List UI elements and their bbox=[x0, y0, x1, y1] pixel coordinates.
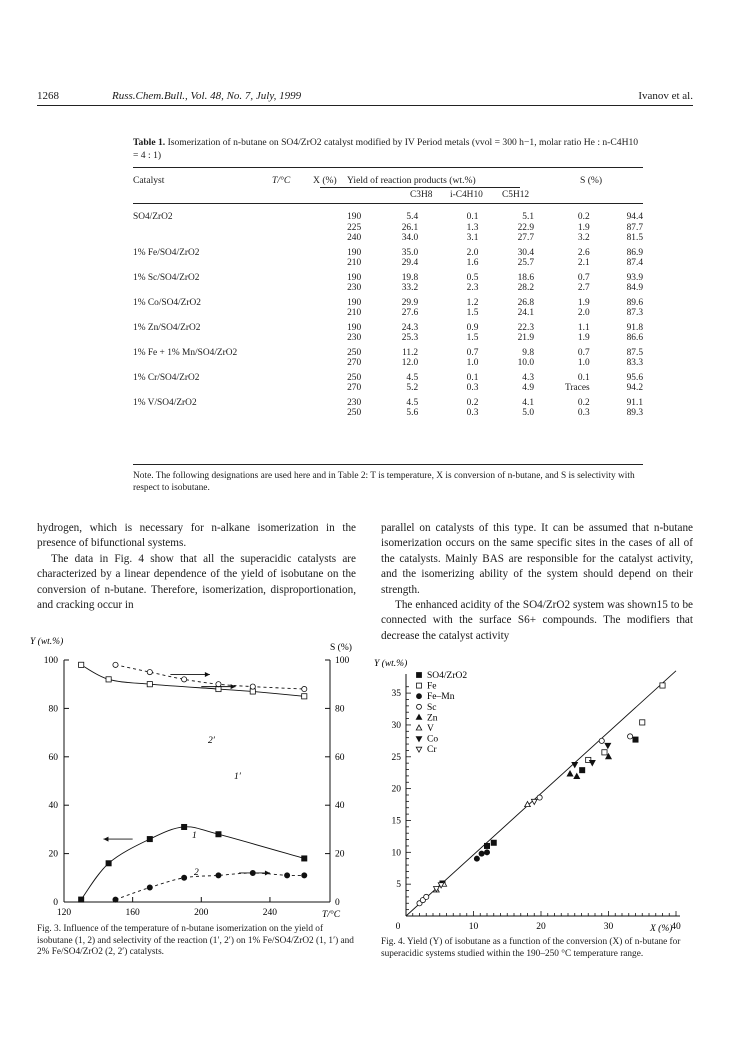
table-cell: 87.5 bbox=[626, 347, 643, 358]
table-cell: 22.3 bbox=[517, 322, 535, 333]
fig4-y-tick-label: 30 bbox=[391, 720, 401, 731]
fig4-data-point bbox=[605, 743, 611, 748]
fig4-legend-label: Fe bbox=[427, 681, 437, 692]
fig4-x-tick-label: 40 bbox=[671, 922, 681, 932]
table-cell: 3.2 bbox=[577, 233, 590, 243]
fig3-data-point bbox=[302, 856, 307, 861]
fig4-legend-marker bbox=[416, 714, 422, 719]
table-cell: 190 bbox=[347, 212, 362, 222]
table-note: Note. The following designations are used here and in Table 2: T is temperature, X is conversion of n-butane, and S is selectivity with respect to isobutane. bbox=[133, 471, 635, 493]
fig4-legend-label: Cr bbox=[427, 745, 437, 756]
table-cell: 0.3 bbox=[466, 383, 479, 393]
table-row bbox=[133, 258, 643, 269]
table-cell: 10.0 bbox=[517, 358, 535, 368]
fig3-x-tick-label: 200 bbox=[194, 908, 209, 918]
fig4-data-point bbox=[474, 856, 479, 861]
table-cell-catalyst bbox=[133, 333, 284, 344]
fig3-y-tick-label: 100 bbox=[43, 656, 58, 666]
table-cell: 24.3 bbox=[401, 322, 419, 333]
table-bottom-rule bbox=[133, 464, 643, 465]
table-cell: 240 bbox=[347, 233, 362, 243]
fig4-y-tick-label: 15 bbox=[391, 816, 401, 827]
table-cell: 0.3 bbox=[577, 408, 590, 418]
table-cell-catalyst: 1% Zn/SO4/ZrO2 bbox=[133, 322, 201, 333]
th-conversion: X (%) bbox=[313, 175, 337, 186]
table-cell: 34.0 bbox=[401, 233, 419, 243]
table-cell: 1.5 bbox=[466, 333, 479, 343]
table-row bbox=[133, 408, 643, 419]
table-cell: 1.9 bbox=[577, 222, 590, 233]
fig3-data-point bbox=[216, 682, 221, 687]
fig3-y-label: Y (wt.%) bbox=[30, 637, 64, 647]
table-caption-label: Table 1. bbox=[133, 137, 166, 148]
fig4-data-point bbox=[628, 734, 633, 739]
fig3-data-point bbox=[302, 694, 307, 699]
table-cell: 9.8 bbox=[522, 347, 535, 358]
fig3-data-point bbox=[147, 670, 152, 675]
table-cell: 190 bbox=[347, 297, 362, 308]
table-row bbox=[133, 333, 643, 344]
table-cell: 2.7 bbox=[577, 283, 590, 293]
fig3-x-label: T/°C bbox=[322, 910, 341, 920]
fig4-data-point bbox=[424, 894, 429, 899]
table-cell-catalyst bbox=[133, 383, 284, 394]
table-cell: 4.5 bbox=[406, 397, 419, 408]
table-cell: 210 bbox=[347, 258, 362, 268]
table-cell: 230 bbox=[347, 283, 362, 293]
fig3-data-point bbox=[106, 677, 111, 682]
fig4-data-point bbox=[660, 683, 665, 688]
table-cell-catalyst: 1% V/SO4/ZrO2 bbox=[133, 397, 197, 408]
table-row bbox=[133, 394, 643, 409]
table-row bbox=[133, 344, 643, 359]
table-cell: 18.6 bbox=[517, 272, 535, 283]
fig3-y2-tick-label: 60 bbox=[335, 752, 345, 763]
table-cell: 83.3 bbox=[626, 358, 643, 368]
table-cell: 5.1 bbox=[522, 212, 535, 222]
fig3-y-tick-label: 60 bbox=[48, 752, 58, 763]
table-row bbox=[133, 358, 643, 369]
left-paragraph-2: The data in Fig. 4 show that all the superacidic catalysts are characterized by a linear dependence of the yield of isobutane on the conversion of n-butane. Therefore, isomerization, disproportionation, and cracking occur in bbox=[37, 552, 356, 612]
fig3-data-point bbox=[106, 861, 111, 866]
fig4-data-point bbox=[599, 738, 604, 743]
fig3-data-point bbox=[147, 836, 152, 841]
table-cell: 2.3 bbox=[466, 283, 479, 293]
table-cell: 5.2 bbox=[406, 383, 419, 393]
fig3-x-tick-label: 160 bbox=[125, 908, 140, 918]
fig4-data-point bbox=[537, 795, 542, 800]
fig4-data-point bbox=[640, 720, 645, 725]
table-cell: 1.1 bbox=[577, 322, 590, 333]
table-cell: 0.1 bbox=[466, 212, 479, 222]
table-cell-catalyst: 1% Fe + 1% Mn/SO4/ZrO2 bbox=[133, 347, 238, 358]
th-propane: C3H8 bbox=[410, 190, 433, 200]
table-cell: 1.2 bbox=[466, 297, 479, 308]
table-cell: 27.7 bbox=[517, 233, 535, 243]
fig4-y-tick-label: 5 bbox=[396, 880, 401, 891]
table-row bbox=[133, 233, 643, 244]
table-cell: Traces bbox=[564, 383, 590, 393]
fig3-arrow-head bbox=[103, 837, 108, 842]
table-cell: 0.7 bbox=[466, 347, 479, 358]
table-cell: 1.0 bbox=[466, 358, 479, 368]
fig3-caption: Fig. 3. Influence of the temperature of n-butane isomerization on the yield of isobutane (1, 2) and selectivity of the reaction (1′, 2′) on 1% Fe/SO4/ZrO2 (1, 1′) and 2% Fe/SO4/ZrO2 (2, 2′) catalysts. bbox=[37, 924, 354, 958]
table-cell: 22.9 bbox=[517, 222, 535, 233]
fig4-legend-label: SO4/ZrO2 bbox=[427, 671, 468, 681]
fig4-data-point bbox=[484, 850, 489, 855]
table-cell: 26.8 bbox=[517, 297, 535, 308]
table-cell: 33.2 bbox=[401, 283, 419, 293]
fig3-data-point bbox=[216, 686, 221, 691]
table-cell: 81.5 bbox=[626, 233, 643, 243]
fig3-data-point bbox=[113, 662, 118, 667]
table-cell: 2.1 bbox=[577, 258, 590, 268]
table-row bbox=[133, 244, 643, 259]
th-selectivity: S (%) bbox=[580, 175, 603, 186]
fig3-data-point bbox=[302, 873, 307, 878]
table-cell: 250 bbox=[347, 408, 362, 418]
fig3-y-tick-label: 0 bbox=[53, 898, 58, 908]
fig4-data-point bbox=[633, 737, 638, 742]
table-cell: 1.6 bbox=[466, 258, 479, 268]
table-cell: 89.3 bbox=[626, 408, 643, 418]
fig3-y-tick-label: 80 bbox=[48, 704, 58, 715]
table-cell: 30.4 bbox=[517, 247, 535, 258]
table-cell: 270 bbox=[347, 383, 362, 393]
right-paragraph-2: The enhanced acidity of the SO4/ZrO2 system was shown15 to be connected with the surface S6+ compounds. The modifiers that decrease the catalyst activity bbox=[381, 599, 693, 642]
th-catalyst: Catalyst bbox=[133, 175, 165, 186]
fig3-data-point bbox=[182, 677, 187, 682]
fig3-data-point bbox=[79, 897, 84, 902]
table-row bbox=[133, 369, 643, 384]
fig4-y-tick-label: 25 bbox=[391, 752, 401, 763]
table-cell: 0.7 bbox=[577, 347, 590, 358]
fig3-arrow-head bbox=[231, 684, 236, 689]
table-row bbox=[133, 319, 643, 334]
fig4-x-tick-label: 20 bbox=[536, 922, 546, 932]
table-cell: 87.4 bbox=[626, 258, 643, 268]
fig4-legend-marker bbox=[417, 673, 422, 678]
table-cell: 0.1 bbox=[466, 372, 479, 383]
table-cell: 190 bbox=[347, 322, 362, 333]
th-isobutane: i-C4H10 bbox=[450, 190, 483, 200]
fig4-legend-marker bbox=[417, 704, 422, 709]
table-top-rule bbox=[133, 167, 643, 168]
fig3-data-point bbox=[113, 897, 118, 902]
table-cell: 35.0 bbox=[401, 247, 419, 258]
table-cell-catalyst bbox=[133, 223, 284, 234]
table-cell: 91.8 bbox=[626, 322, 643, 333]
page-number: 1268 bbox=[37, 90, 59, 102]
table-cell: 25.3 bbox=[401, 333, 419, 343]
fig4-legend-marker bbox=[417, 683, 422, 688]
fig3-y2-tick-label: 40 bbox=[335, 801, 345, 812]
table-cell: 4.1 bbox=[522, 397, 535, 408]
left-column-text bbox=[37, 521, 356, 613]
th-temperature: T/°C bbox=[272, 175, 291, 186]
table-cell-catalyst bbox=[133, 283, 284, 294]
fig4-data-point bbox=[479, 851, 484, 856]
table-cell: 4.5 bbox=[406, 372, 419, 383]
table-cell: 0.1 bbox=[577, 372, 590, 383]
fig3-data-point bbox=[250, 689, 255, 694]
table-cell: 0.5 bbox=[466, 272, 479, 283]
fig3-curve-2-label: 2 bbox=[194, 868, 199, 878]
table-cell: 1.0 bbox=[577, 358, 590, 368]
table-cell: 1.9 bbox=[577, 297, 590, 308]
fig4-y-label: Y (wt.%) bbox=[374, 659, 408, 669]
table-cell: 0.2 bbox=[466, 397, 479, 408]
running-author: Ivanov et al. bbox=[638, 90, 693, 102]
fig3-y-tick-label: 40 bbox=[48, 801, 58, 812]
fig3-arrow-head bbox=[205, 672, 210, 677]
fig3-data-point bbox=[79, 662, 84, 667]
table-cell: 225 bbox=[347, 222, 362, 233]
fig4-y-tick-label: 35 bbox=[391, 689, 401, 700]
table-cell: 2.0 bbox=[577, 308, 590, 318]
table-caption-text: Isomerization of n-butane on SO4/ZrO2 catalyst modified by IV Period metals (vvol = 300 h−1, molar ratio He : n-C4H10 = 4 : 1) bbox=[133, 137, 639, 161]
fig3-x-tick-label: 120 bbox=[56, 908, 72, 918]
fig3-curve-2p-label: 2′ bbox=[208, 736, 215, 746]
table-cell: 4.9 bbox=[522, 383, 535, 393]
fig3-x-tick-label: 240 bbox=[262, 908, 278, 918]
fig4-data-point bbox=[574, 773, 580, 778]
table-cell: 94.2 bbox=[626, 383, 643, 393]
fig3-y2-tick-label: 20 bbox=[335, 849, 345, 860]
table-row bbox=[133, 212, 643, 223]
fig3-series-line bbox=[115, 873, 304, 900]
fig4-data-point bbox=[567, 771, 573, 776]
table-cell: 0.7 bbox=[577, 272, 590, 283]
table-cell: 29.9 bbox=[401, 297, 419, 308]
table-cell: 1.5 bbox=[466, 308, 479, 318]
table-caption bbox=[133, 136, 643, 162]
th-pentane: C5H12 bbox=[502, 190, 530, 200]
fig3-data-point bbox=[302, 686, 307, 691]
table-row bbox=[133, 294, 643, 309]
right-column-text bbox=[381, 521, 693, 644]
table-cell: 3.1 bbox=[466, 233, 479, 243]
fig3-data-point bbox=[147, 682, 152, 687]
fig4-legend-label: Sc bbox=[427, 702, 437, 713]
data-table bbox=[133, 212, 643, 419]
table-cell: 0.2 bbox=[577, 212, 590, 222]
table-cell: 93.9 bbox=[626, 272, 643, 283]
fig3-y2-tick-label: 0 bbox=[335, 898, 340, 908]
table-cell: 250 bbox=[347, 372, 362, 383]
table-cell-catalyst: 1% Co/SO4/ZrO2 bbox=[133, 297, 201, 308]
table-row bbox=[133, 383, 643, 394]
fig4-fit-line bbox=[406, 671, 676, 916]
fig4-data-point bbox=[580, 768, 585, 773]
table-cell: 230 bbox=[347, 397, 362, 408]
fig3-curve-1-label: 1 bbox=[192, 831, 197, 841]
table-cell-catalyst bbox=[133, 358, 284, 369]
table-cell: 270 bbox=[347, 358, 362, 368]
table-cell: 28.2 bbox=[517, 283, 535, 293]
table-cell: 87.7 bbox=[626, 222, 643, 233]
header-rule bbox=[37, 105, 693, 106]
table-cell: 24.1 bbox=[517, 308, 535, 318]
fig4-legend-marker bbox=[416, 747, 422, 752]
table-cell: 86.9 bbox=[626, 247, 643, 258]
table-cell: 12.0 bbox=[401, 358, 419, 368]
fig3-series-line bbox=[115, 665, 304, 689]
table-cell-catalyst: 1% Cr/SO4/ZrO2 bbox=[133, 372, 200, 383]
left-paragraph-1: hydrogen, which is necessary for n-alkane isomerization in the presence of bifunctional systems. bbox=[37, 522, 356, 550]
fig3-y2-tick-label: 80 bbox=[335, 704, 345, 715]
table-cell: 2.0 bbox=[466, 247, 479, 258]
fig4-y-tick-label: 20 bbox=[391, 784, 401, 795]
fig3-chart bbox=[30, 632, 375, 922]
table-cell: 190 bbox=[347, 272, 362, 283]
table-cell: 1.3 bbox=[466, 222, 479, 233]
fig3-y2-tick-label: 100 bbox=[335, 656, 350, 666]
table-cell: 26.1 bbox=[401, 222, 419, 233]
right-paragraph-1: parallel on catalysts of this type. It can be assumed that n-butane isomerization occurs on the same specific sites in the cases of all of the catalysts. Mainly BAS are responsible for the catalyst activity, and the isomerizing ability of the system should depend on their strength. bbox=[381, 522, 693, 596]
fig4-data-point bbox=[602, 750, 607, 755]
table-cell: 5.6 bbox=[406, 408, 419, 418]
fig4-chart bbox=[374, 654, 694, 936]
table-row bbox=[133, 269, 643, 284]
fig4-data-point bbox=[491, 840, 496, 845]
table-cell: 5.4 bbox=[406, 212, 419, 222]
fig4-legend-label: V bbox=[427, 724, 434, 734]
fig4-x-tick-label: 0 bbox=[395, 922, 401, 932]
table-header-rule bbox=[133, 203, 643, 204]
table-cell: 94.4 bbox=[626, 212, 643, 222]
fig3-y2-label: S (%) bbox=[330, 643, 352, 653]
journal-reference: Russ.Chem.Bull., Vol. 48, No. 7, July, 1999 bbox=[112, 90, 302, 102]
fig3-y-tick-label: 20 bbox=[48, 849, 58, 860]
table-cell-catalyst: SO4/ZrO2 bbox=[133, 212, 173, 222]
table-cell-catalyst bbox=[133, 258, 284, 269]
table-cell: 29.4 bbox=[401, 258, 419, 268]
fig3-data-point bbox=[147, 885, 152, 890]
fig3-data-point bbox=[182, 824, 187, 829]
fig3-curve-1p-label: 1′ bbox=[234, 772, 241, 782]
table-cell-catalyst: 1% Fe/SO4/ZrO2 bbox=[133, 247, 200, 258]
fig4-legend-label: Zn bbox=[427, 713, 438, 724]
table-cell: 250 bbox=[347, 347, 362, 358]
fig3-data-point bbox=[250, 684, 255, 689]
fig4-data-point bbox=[484, 843, 489, 848]
table-row bbox=[133, 223, 643, 234]
table-cell: 0.2 bbox=[577, 397, 590, 408]
table-cell: 95.6 bbox=[626, 372, 643, 383]
table-row bbox=[133, 283, 643, 294]
fig4-legend-label: Co bbox=[427, 734, 439, 745]
fig3-data-point bbox=[182, 875, 187, 880]
table-cell: 190 bbox=[347, 247, 362, 258]
th-yield: Yield of reaction products (wt.%) bbox=[347, 175, 476, 186]
table-cell-catalyst bbox=[133, 233, 284, 244]
table-cell: 27.6 bbox=[401, 308, 419, 318]
fig3-data-point bbox=[284, 873, 289, 878]
table-cell: 86.6 bbox=[626, 333, 643, 343]
table-cell: 5.0 bbox=[522, 408, 535, 418]
fig3-data-point bbox=[216, 873, 221, 878]
table-cell: 21.9 bbox=[517, 333, 535, 343]
fig3-arrow-head bbox=[265, 870, 270, 875]
table-cell: 19.8 bbox=[401, 272, 419, 283]
table-cell: 0.3 bbox=[466, 408, 479, 418]
table-cell: 4.3 bbox=[522, 372, 535, 383]
fig4-legend-marker bbox=[416, 725, 422, 730]
table-cell-catalyst bbox=[133, 408, 284, 419]
table-cell: 2.6 bbox=[577, 247, 590, 258]
fig3-data-point bbox=[216, 832, 221, 837]
table-cell: 1.9 bbox=[577, 333, 590, 343]
table-cell: 84.9 bbox=[626, 283, 643, 293]
fig4-legend-marker bbox=[417, 694, 422, 699]
fig4-x-label: X (%) bbox=[650, 924, 673, 934]
table-cell-catalyst bbox=[133, 308, 284, 319]
table-row bbox=[133, 308, 643, 319]
fig4-legend-label: Fe–Mn bbox=[427, 692, 455, 703]
fig4-x-tick-label: 10 bbox=[468, 922, 479, 932]
table-cell: 91.1 bbox=[626, 397, 643, 408]
fig4-legend-marker bbox=[416, 737, 422, 742]
fig4-caption: Fig. 4. Yield (Y) of isobutane as a function of the conversion (X) of n-butane for superacidic systems studied within the 190–250 °C temperature range. bbox=[381, 937, 681, 959]
fig4-y-tick-label: 10 bbox=[391, 848, 401, 859]
table-cell: 230 bbox=[347, 333, 362, 343]
table-cell: 0.9 bbox=[466, 322, 479, 333]
table-cell: 89.6 bbox=[626, 297, 643, 308]
yield-span-rule bbox=[320, 187, 520, 188]
table-cell: 11.2 bbox=[402, 347, 419, 358]
fig4-x-tick-label: 30 bbox=[603, 922, 614, 932]
table-cell: 210 bbox=[347, 308, 362, 318]
fig4-data-point bbox=[589, 760, 595, 765]
table-cell: 25.7 bbox=[517, 258, 535, 268]
table-cell: 87.3 bbox=[626, 308, 643, 318]
table-cell-catalyst: 1% Sc/SO4/ZrO2 bbox=[133, 272, 200, 283]
